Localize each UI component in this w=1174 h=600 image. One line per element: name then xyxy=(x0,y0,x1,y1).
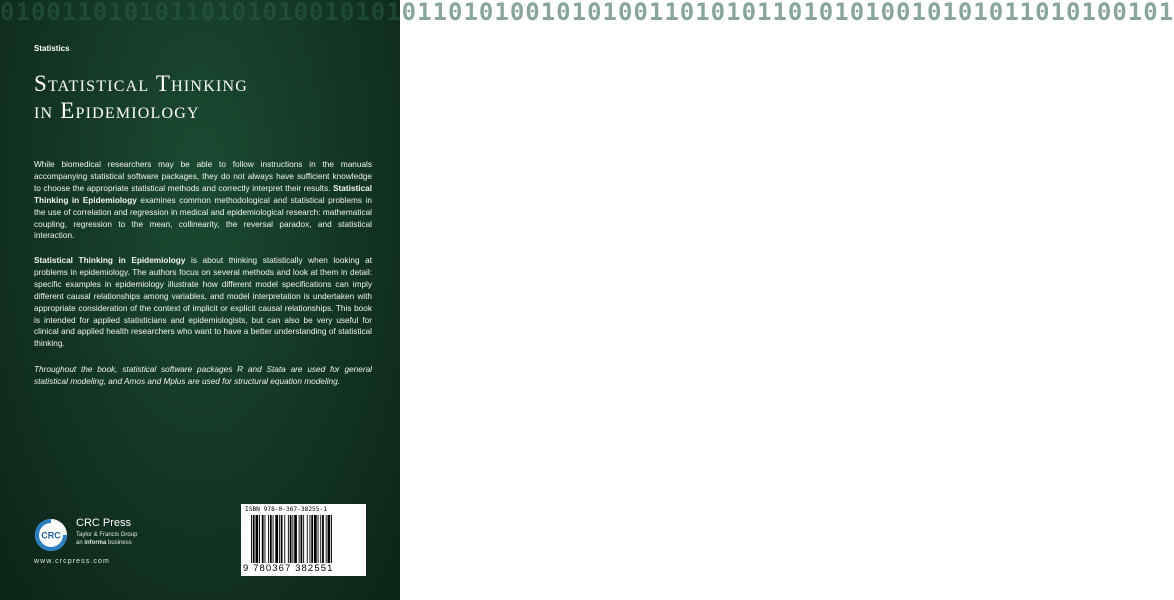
barcode-bar xyxy=(322,515,324,563)
barcode-bar xyxy=(256,515,259,563)
barcode-bar xyxy=(331,515,332,563)
barcode-bar xyxy=(326,515,327,563)
barcode-bar xyxy=(251,515,252,563)
barcode-bar xyxy=(307,515,308,563)
paragraph-2-text: is about thinking statistically when looking at problems in epidemiology. The authors focus on several methods and look at them in detail: specific examples in epidemiology illustrate how different model specifications can imply different causal relationships among variables, and model interpretation is undertaken with appropriate consideration of the context of implicit or explicit causal relationships. This book is intended for applied statisticians and epidemiologists, but can also be very useful for clinical and applied health researchers who want to have a better understanding of statistical thinking. xyxy=(34,256,373,349)
publisher-tagline xyxy=(76,540,132,546)
software-note-paragraph: Throughout the book, statistical software packages R and Stata are used for general statistical modeling, and Amos and Mplus are used for structural equation modeling. xyxy=(34,365,372,386)
barcode-bar xyxy=(284,515,285,563)
barcode-bar xyxy=(318,515,319,563)
description-paragraph-1 xyxy=(34,159,372,242)
barcode-bar xyxy=(311,515,313,563)
barcode-bar xyxy=(253,515,255,563)
barcode-bar xyxy=(301,515,303,563)
barcode-bar xyxy=(292,515,293,563)
description-paragraph-2 xyxy=(34,255,372,350)
publisher-group: Taylor & Francis Group xyxy=(76,532,138,538)
crc-logo-text: CRC xyxy=(41,530,61,541)
barcode-number: 9 780367 382551 xyxy=(243,563,334,574)
paragraph-2-bold-title: Statistical Thinking in Epidemiology xyxy=(34,256,186,265)
barcode-bar xyxy=(294,515,297,563)
title-line-2: in Epidemiology xyxy=(34,98,200,123)
barcode-bar xyxy=(288,515,289,563)
barcode-icon xyxy=(251,515,361,563)
paragraph-1-bold-title: Statistical Thinking in Epidemiology xyxy=(34,183,372,205)
barcode-bar xyxy=(259,515,260,563)
publisher-url: www.crcpress.com xyxy=(34,558,110,565)
category-label: Statistics xyxy=(34,44,70,53)
barcode-bar xyxy=(281,515,283,563)
title-line-1: Statistical Thinking xyxy=(34,71,248,96)
barcode-bar xyxy=(299,515,300,563)
barcode-bar xyxy=(279,515,280,563)
binary-background-strip: 0100110101011010101001010101101010010101001101010110101010010101011010100101 xyxy=(0,0,1174,26)
barcode-bar xyxy=(290,515,292,563)
barcode-bar xyxy=(303,515,304,563)
tagline-bold: informa xyxy=(84,540,107,546)
publisher-block xyxy=(34,516,174,566)
barcode-bar xyxy=(275,515,278,563)
book-title xyxy=(34,70,374,124)
publisher-name: CRC Press xyxy=(76,517,132,529)
crc-press-logo-icon xyxy=(34,518,68,552)
barcode-bar xyxy=(328,515,331,563)
barcode-bar xyxy=(268,515,269,563)
barcode-bar xyxy=(265,515,266,563)
barcode-panel xyxy=(241,504,366,576)
barcode-bar xyxy=(270,515,272,563)
barcode-bar xyxy=(262,515,264,563)
barcode-bar xyxy=(320,515,321,563)
barcode-bar xyxy=(314,515,317,563)
paragraph-1-text-a: While biomedical researchers may be able to follow instructions in the manuals accompanying statistical software packages, they do not always have sufficient knowledge to choose the appropriate statistical methods and correctly interpret their results. xyxy=(34,160,372,193)
paragraph-1-text-b: examines common methodological and statistical problems in the use of correlation and regression in medical and epidemiological research: mathematical coupling, regression to the mean, collinearity, the reversal paradox, and statistical interaction. xyxy=(34,195,372,241)
barcode-bar xyxy=(310,515,311,563)
isbn-text: ISBN 978-0-367-38255-1 xyxy=(245,506,327,513)
tagline-prefix: an xyxy=(76,540,85,546)
tagline-suffix: business xyxy=(106,540,132,546)
barcode-bar xyxy=(273,515,274,563)
